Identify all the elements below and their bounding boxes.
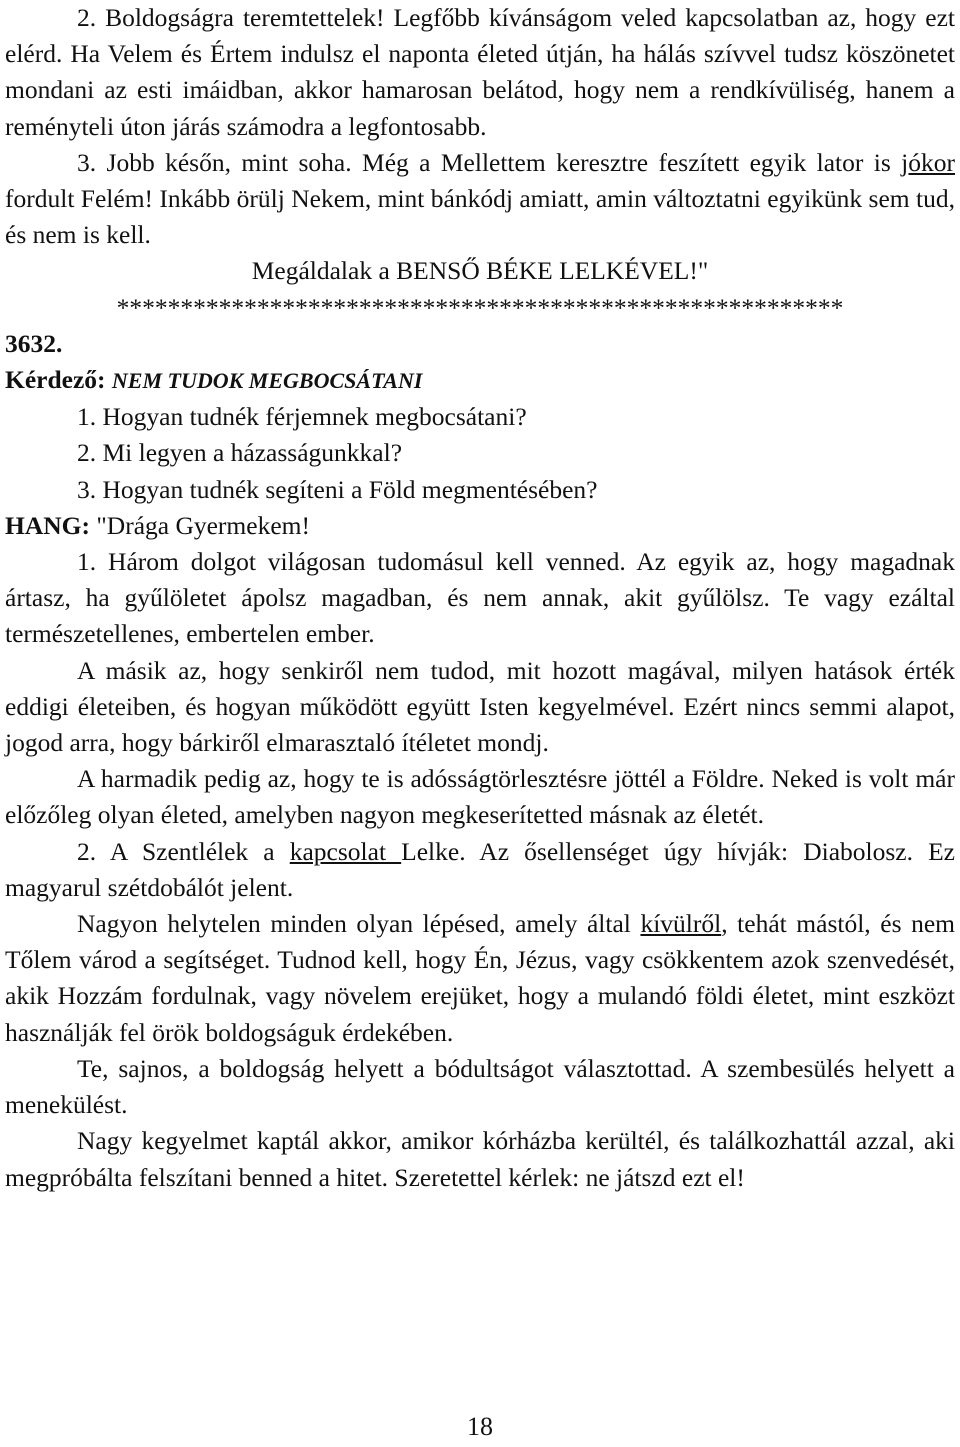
paragraph-prev-2: 2. Boldogságra teremtettelek! Legfőbb kívánságom veled kapcsolatban az, hogy ezt elérd. Ha Velem és Értem indulsz el naponta életed útján, ha hálás szívvel tudsz köszönetet mondani az esti imáidban, akkor hamarosan belátod, hogy nem a rendkívüliség, hanem a reményteli úton járás számodra a legfontosabb.: [5, 3, 955, 141]
underlined-word: jókor: [901, 147, 955, 177]
blessing-line: Megáldalak a BENSŐ BÉKE LELKÉVEL!": [251, 256, 709, 286]
text-run: , tehát mástól, és nem Tőlem várod a segítséget. Tudnod kell, hogy Én, Jézus, vagy csökkentem azok szenvedését, akik Hozzám fordulnak, vagy növelem erejüket, hogy a mulandó földi életet, mint eszközt használják fel örök boldogságuk érdekében.: [5, 909, 955, 1047]
separator: *********************************************************: [116, 292, 844, 322]
paragraph-prev-3: [5, 145, 955, 254]
text-run: fordult Felém! Inkább örülj Nekem, mint bánkódj amiatt, amin változtatni egyikünk sem tud, és nem is kell.: [5, 184, 955, 250]
answer-2-second: [5, 906, 955, 1051]
hang-greeting: "Drága Gyermekem!: [90, 510, 310, 540]
entry-number: 3632.: [5, 328, 63, 358]
page-content: [5, 0, 955, 1196]
hang-label: HANG:: [5, 510, 90, 540]
text-run: Lelke. Az ősellenséget úgy hívják: Diabolosz. Ez magyarul szétdobálót jelent.: [5, 836, 955, 902]
answer-1: 1. Három dolgot világosan tudomásul kell venned. Az egyik az, hogy magadnak ártasz, ha gyűlöletet ápolsz magadban, és nem annak, akit gyűlölsz. Te vagy ezáltal természetellenes, embertelen ember.: [5, 547, 955, 649]
question-1: 1. Hogyan tudnék férjemnek megbocsátani?: [77, 402, 527, 432]
text-run: 3. Jobb későn, mint soha. Még a Mellettem keresztre feszített egyik lator is: [77, 147, 902, 177]
entry-title: NEM TUDOK MEGBOCSÁTANI: [111, 368, 423, 394]
page-number: 18: [467, 1412, 493, 1441]
answer-2-fourth: Nagy kegyelmet kaptál akkor, amikor kórházba kerültél, és találkozhattál azzal, aki megpróbálta felszítani benned a hitet. Szeretettel kérlek: ne játszd ezt el!: [5, 1126, 955, 1192]
question-3: 3. Hogyan tudnék segíteni a Föld megmentésében?: [77, 474, 598, 504]
answer-2: [5, 834, 955, 906]
asker-label: Kérdező:: [5, 365, 106, 395]
entry-header: [5, 362, 955, 399]
answer-1-second: A másik az, hogy senkiről nem tudod, mit hozott magával, milyen hatások érték eddigi életeiben, és hogyan működött együtt Isten kegyelmével. Ezért nincs semmi alapot, jogod arra, hogy bárkiről elmarasztaló ítéletet mondj.: [5, 655, 955, 758]
question-2: 2. Mi legyen a házasságunkkal?: [77, 438, 403, 468]
hang-line: [5, 508, 955, 544]
text-run: Nagyon helytelen minden olyan lépésed, amely által: [77, 909, 641, 939]
text-run: 2. A Szentlélek a: [77, 836, 290, 866]
answer-2-third: Te, sajnos, a boldogság helyett a bódultságot választottad. A szembesülés helyett a menekülést.: [5, 1053, 955, 1120]
underlined-word: kapcsolat: [289, 836, 402, 866]
answer-1-third: A harmadik pedig az, hogy te is adósságtörlesztésre jöttél a Földre. Neked is volt már előzőleg olyan életed, amelyben nagyon megkeserítetted másnak az életét.: [5, 764, 955, 830]
underlined-word: kívülről: [640, 909, 722, 939]
